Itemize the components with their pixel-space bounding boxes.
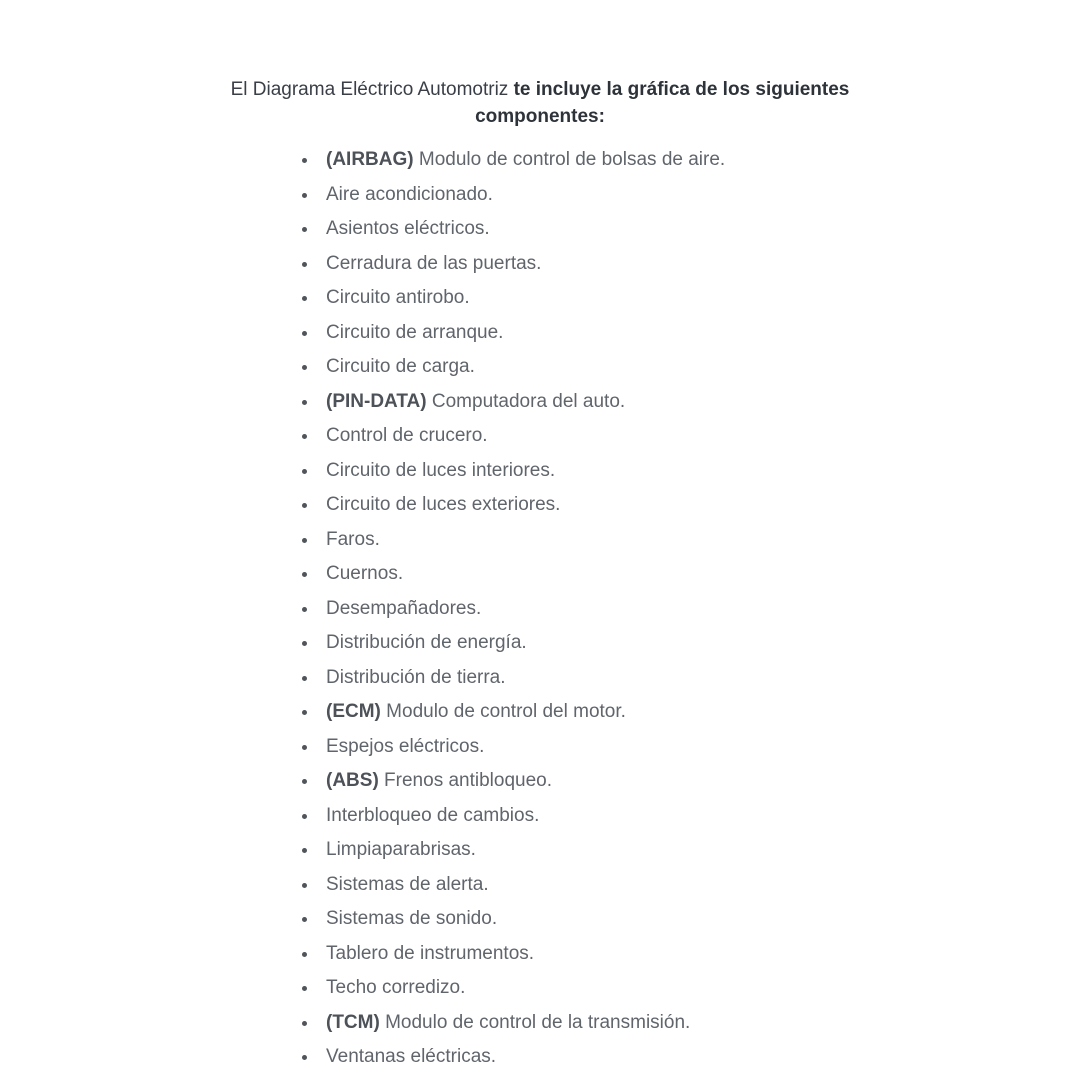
item-text: Techo corredizo.: [326, 977, 466, 998]
bullet-icon: [302, 1021, 307, 1026]
list-item: [298, 592, 725, 627]
item-text: Cerradura de las puertas.: [326, 252, 542, 274]
item-text: Circuito de luces exteriores.: [326, 494, 561, 515]
bullet-icon: [302, 434, 307, 439]
list-item: [298, 868, 725, 903]
list-item: [298, 212, 725, 247]
bullet-icon: [302, 952, 307, 957]
list-item: [298, 523, 725, 558]
item-text: Modulo de control de la transmisión.: [379, 1011, 691, 1033]
item-text: Distribución de energía.: [326, 632, 527, 653]
item-text: Sistemas de sonido.: [326, 908, 498, 929]
list-item: [298, 1006, 725, 1041]
item-abbreviation: (ABS): [326, 770, 379, 791]
item-abbreviation: (PIN-DATA): [326, 390, 427, 412]
bullet-icon: [302, 158, 307, 163]
item-text: Cuernos.: [326, 563, 404, 584]
intro-paragraph: [200, 76, 880, 130]
list-item: [298, 971, 725, 1006]
item-text: Circuito antirobo.: [326, 287, 470, 308]
bullet-icon: [302, 986, 307, 991]
list-item: [298, 1040, 725, 1075]
bullet-icon: [302, 572, 307, 577]
bullet-icon: [302, 814, 307, 819]
list-item: [298, 385, 725, 420]
item-text: Sistemas de alerta.: [326, 873, 489, 895]
list-item: [298, 626, 725, 661]
item-text: Circuito de arranque.: [326, 321, 504, 343]
item-text: Circuito de carga.: [326, 356, 475, 377]
item-text: Ventanas eléctricas.: [326, 1046, 497, 1067]
item-abbreviation: (ECM): [326, 701, 381, 722]
list-item: [298, 178, 725, 213]
intro-plain-text: El Diagrama Eléctrico Automotriz: [230, 79, 514, 100]
bullet-icon: [302, 503, 307, 508]
item-text: Espejos eléctricos.: [326, 735, 485, 757]
item-text: Control de crucero.: [326, 425, 488, 446]
item-text: Modulo de control de bolsas de aire.: [413, 149, 726, 170]
list-item: [298, 661, 725, 696]
bullet-icon: [302, 365, 307, 370]
bullet-icon: [302, 745, 307, 750]
item-text: Modulo de control del motor.: [380, 701, 626, 722]
bullet-icon: [302, 262, 307, 267]
list-item: [298, 730, 725, 765]
bullet-icon: [302, 779, 307, 784]
list-item: [298, 695, 725, 730]
bullet-icon: [302, 296, 307, 301]
bullet-icon: [302, 883, 307, 888]
list-item: [298, 764, 725, 799]
item-abbreviation: (TCM): [326, 1011, 380, 1033]
item-abbreviation: (AIRBAG): [326, 149, 414, 170]
bullet-icon: [302, 848, 307, 853]
list-item: [298, 454, 725, 489]
item-text: Tablero de instrumentos.: [326, 942, 535, 964]
list-item: [298, 350, 725, 385]
bullet-icon: [302, 469, 307, 474]
item-text: Frenos antibloqueo.: [378, 770, 553, 791]
bullet-icon: [302, 676, 307, 681]
component-list: [298, 143, 725, 1075]
list-item: [298, 902, 725, 937]
bullet-icon: [302, 538, 307, 543]
item-text: Aire acondicionado.: [326, 183, 493, 205]
bullet-icon: [302, 607, 307, 612]
item-text: Desempañadores.: [326, 597, 482, 619]
list-item: [298, 419, 725, 454]
list-item: [298, 799, 725, 834]
item-text: Distribución de tierra.: [326, 666, 506, 688]
item-text: Faros.: [326, 528, 380, 550]
list-item: [298, 833, 725, 868]
bullet-icon: [302, 331, 307, 336]
list-item: [298, 316, 725, 351]
item-text: Limpiaparabrisas.: [326, 839, 476, 860]
item-text: Circuito de luces interiores.: [326, 459, 556, 481]
bullet-icon: [302, 1055, 307, 1060]
item-text: Asientos eléctricos.: [326, 218, 490, 239]
bullet-icon: [302, 641, 307, 646]
list-item: [298, 557, 725, 592]
bullet-icon: [302, 710, 307, 715]
bullet-icon: [302, 193, 307, 198]
item-text: Computadora del auto.: [426, 390, 626, 412]
bullet-icon: [302, 917, 307, 922]
bullet-icon: [302, 400, 307, 405]
intro-bold-text: te incluye la gráfica de los siguientes componentes:: [475, 79, 850, 127]
list-item: [298, 937, 725, 972]
bullet-icon: [302, 227, 307, 232]
list-item: [298, 143, 725, 178]
item-text: Interbloqueo de cambios.: [326, 804, 540, 826]
list-item: [298, 488, 725, 523]
list-item: [298, 247, 725, 282]
list-item: [298, 281, 725, 316]
